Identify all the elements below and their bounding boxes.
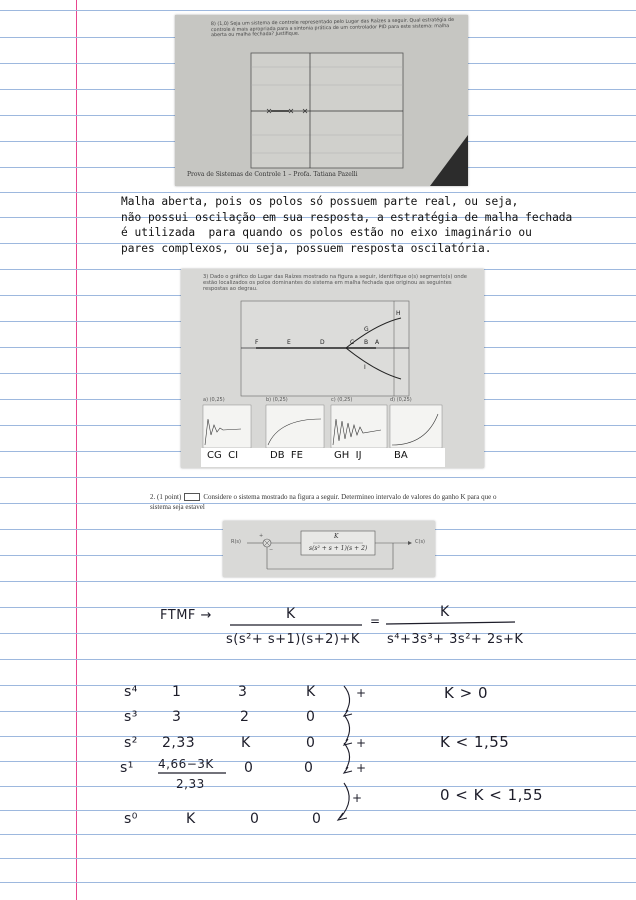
routh-cell: 0 — [306, 735, 316, 751]
panel-title-b: b) (0,25) — [266, 397, 288, 403]
answer-text: Malha aberta, pois os polos só possuem parte real, ou seja, não possui oscilação em sua resposta, a estratégia de malha fechada é utilizada para quando os polos estão no eixo imaginário ou pares complexos, ou seja, possuem resposta oscilatória. — [121, 195, 573, 255]
point-label-f: F — [255, 339, 259, 346]
ftmf-den2: s⁴+3s³+ 3s²+ 2s+K — [387, 632, 524, 647]
condition-k-positive: K > 0 — [444, 684, 488, 702]
answer-checkbox — [184, 493, 200, 501]
sign-change-plus: + — [356, 686, 367, 700]
ruled-line — [0, 711, 636, 712]
ruled-line — [0, 834, 636, 835]
routh-power: s⁰ — [124, 811, 138, 827]
ruled-line — [0, 736, 636, 737]
block-diagram — [223, 521, 435, 577]
routh-power: s⁴ — [124, 684, 138, 700]
routh-cell: 0 — [306, 709, 316, 725]
answer-d: BA — [394, 450, 408, 461]
answer-c: GH IJ — [334, 450, 362, 461]
routh-cell: 3 — [238, 684, 248, 700]
ftmf-num1: K — [286, 606, 296, 622]
input-label: R(s) — [231, 539, 241, 545]
sign-change-plus: + — [352, 791, 363, 805]
ruled-line — [0, 10, 636, 11]
panel-title-a: a) (0,25) — [203, 397, 225, 403]
routh-cell: 3 — [172, 709, 182, 725]
panel-title-c: c) (0,25) — [331, 397, 353, 403]
question-2-text — [150, 493, 502, 512]
routh-power: s² — [124, 735, 138, 751]
routh-cell: 2 — [240, 709, 250, 725]
routh-cell: 1 — [172, 684, 182, 700]
point-label-b: B — [364, 339, 369, 346]
ruled-line — [0, 882, 636, 883]
point-label-i: I — [364, 364, 366, 371]
ftmf-equals: = — [370, 614, 381, 628]
photo1-footer: Prova de Sistemas de Controle 1 – Profa. Tatiana Pazelli — [187, 171, 358, 178]
routh-power: s³ — [124, 709, 138, 725]
panel-title-d: d) (0,25) — [390, 397, 412, 403]
point-label-d: D — [320, 339, 325, 346]
answer-a: CG CI — [207, 450, 239, 461]
routh-cell: K — [186, 811, 196, 827]
point-label-c: C — [350, 339, 355, 346]
root-locus-segments-plot — [181, 269, 484, 468]
photo1-question-text: 8) (1,0) Seja um sistema de controle representado pelo Lugar das Raízes a seguir. Qual estratégia de controle é mais apropriada para a sintonia prática de um controlador PID para este sistema: malha aberta ou malha fechada? Justifique. — [210, 17, 455, 39]
point-label-e: E — [287, 339, 291, 346]
ftmf-num2: K — [440, 604, 450, 620]
stability-range: 0 < K < 1,55 — [440, 786, 543, 804]
photo2-question-text: 3) Dado o gráfico do Lugar das Raízes mostrado na figura a seguir, identifique o(s) segmento(s) onde estão localizados os polos dominantes do sistema em malha fechada que originou as seguintes respostas ao degrau. — [203, 274, 467, 292]
answer-b: DB FE — [270, 450, 303, 461]
routh-cell: 4,66−3K — [158, 757, 214, 771]
routh-cell: K — [241, 735, 251, 751]
photo-root-locus-question — [175, 15, 468, 186]
sum-plus: + — [259, 533, 264, 539]
sign-change-plus: + — [356, 736, 367, 750]
point-label-h: H — [396, 310, 401, 317]
photo-step-responses-question — [181, 269, 484, 468]
ruled-line — [0, 858, 636, 859]
routh-cell: 0 — [250, 811, 260, 827]
ruled-line — [0, 477, 636, 478]
root-locus-plot — [175, 15, 468, 186]
point-label-a: A — [375, 339, 380, 346]
sign-change-plus: + — [356, 761, 367, 775]
ruled-line — [0, 761, 636, 762]
output-label: C(s) — [415, 539, 425, 545]
ftmf-label: FTMF → — [160, 608, 212, 623]
condition-k-upper: K < 1,55 — [440, 733, 510, 751]
routh-cell: 0 — [304, 760, 314, 776]
ruled-line — [0, 192, 636, 193]
routh-s1-denominator: 2,33 — [176, 777, 205, 791]
tf-numerator: K — [334, 533, 339, 540]
question-2-number: 2. (1 point) — [150, 493, 182, 501]
tf-denominator: s(s² + s + 1)(s + 2) — [309, 545, 368, 552]
sum-minus: − — [269, 547, 274, 553]
point-label-g: G — [364, 326, 369, 333]
routh-cell: 0 — [312, 811, 322, 827]
routh-cell: K — [306, 684, 316, 700]
routh-cell: 2,33 — [162, 735, 196, 751]
ruled-line — [0, 607, 636, 608]
ruled-line — [0, 659, 636, 660]
question-2-statement: Considere o sistema mostrado na figura a seguir. Determineo intervalo de valores do ganho K para que o sistema seja estavel — [150, 493, 497, 511]
ruled-line — [0, 685, 636, 686]
routh-power: s¹ — [120, 760, 134, 776]
routh-cell: 0 — [244, 760, 254, 776]
margin-line — [76, 0, 77, 900]
ruled-line — [0, 581, 636, 582]
ftmf-den1: s(s²+ s+1)(s+2)+K — [226, 632, 360, 647]
